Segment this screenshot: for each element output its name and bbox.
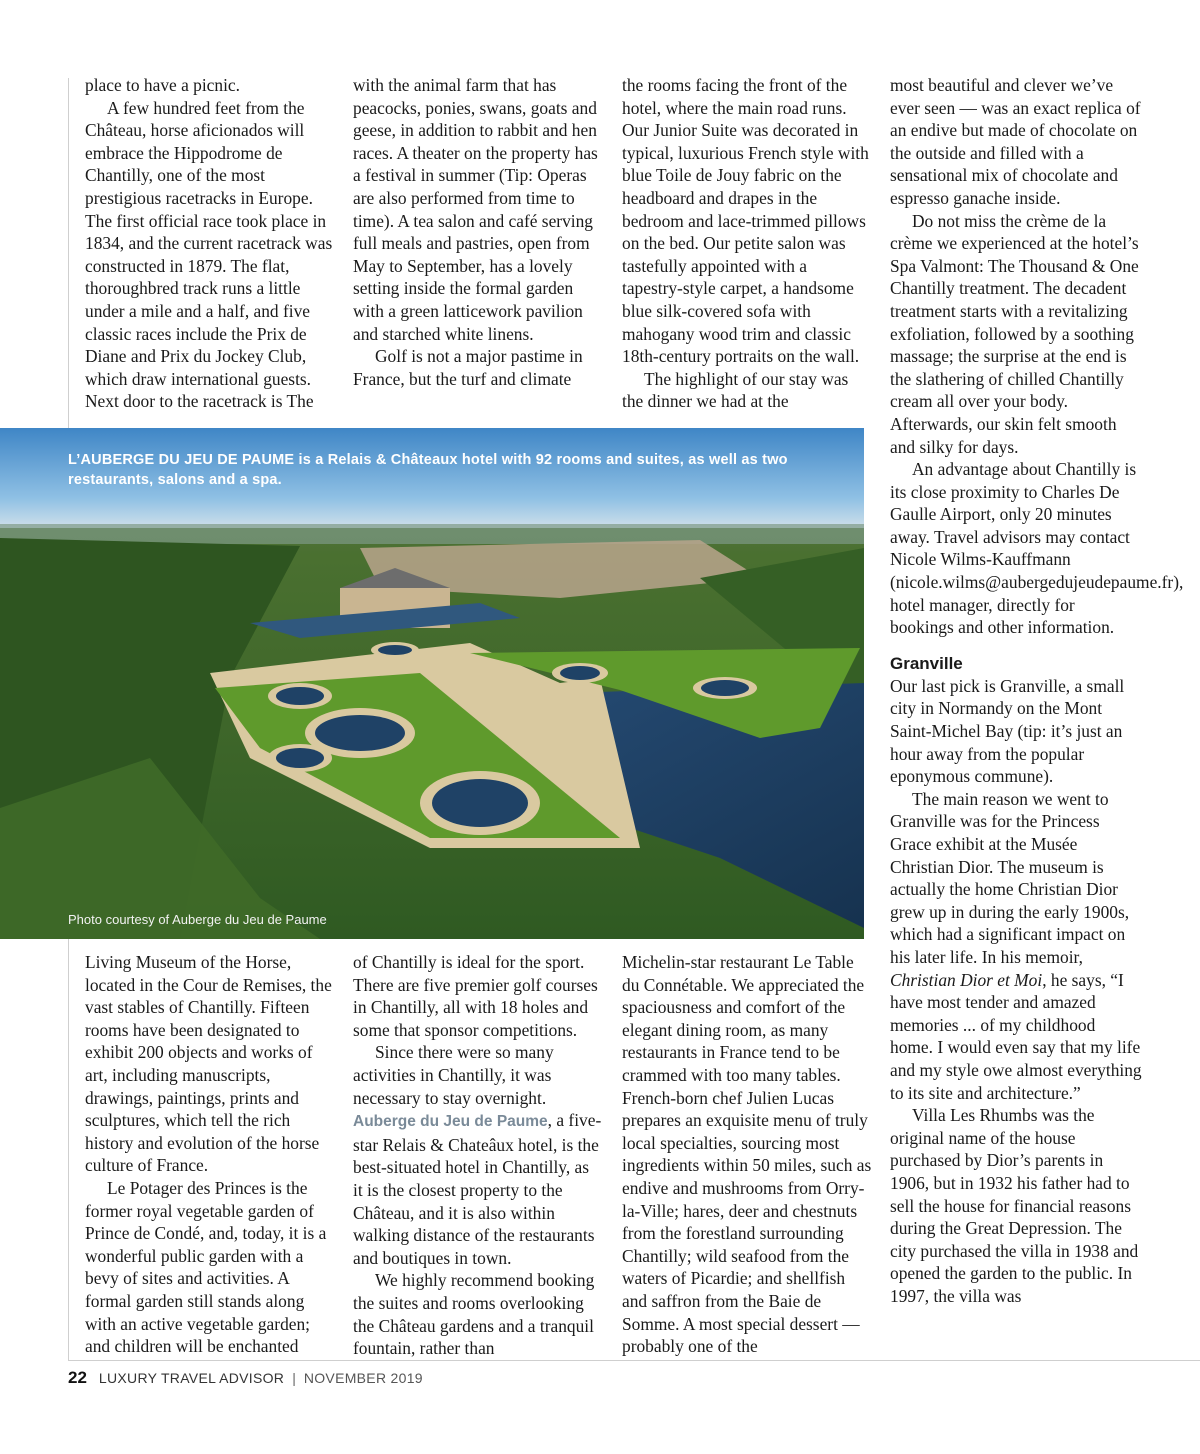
issue-date: NOVEMBER 2019 bbox=[303, 1370, 423, 1386]
column-4 bbox=[890, 74, 1184, 1307]
photo-caption: L’AUBERGE DU JEU DE PAUME is a Relais & Châteaux hotel with 92 rooms and suites, as well as two restaurants, salons and a spa. bbox=[68, 452, 788, 488]
column-3-bottom bbox=[622, 951, 872, 1358]
paragraph: The highlight of our stay was the dinner we had at the bbox=[622, 368, 849, 412]
text: The main reason we went to Granville was for the Princess Grace exhibit at the Musée Christian Dior. The museum is actually the home Christian Dior grew up in during the early 1900s, which had a significant impact on his later life. In his memoir, bbox=[890, 788, 1130, 967]
photo-credit: Photo courtesy of Auberge du Jeu de Paume bbox=[68, 912, 327, 927]
paragraph bbox=[890, 788, 1142, 1104]
column-3-top bbox=[622, 74, 872, 413]
paragraph: with the animal farm that has peacocks, ponies, swans, goats and geese, in addition to rabbit and hen races. A theater on the property has a festival in summer (Tip: Operas are also performed from time to time). A tea salon and café serving full meals and pastries, open from May to September, has a lovely setting inside the formal garden with a green latticework pavilion and starched white linens. bbox=[353, 75, 598, 344]
column-2-bottom bbox=[353, 951, 603, 1360]
paragraph: the rooms facing the front of the hotel, where the main road runs. Our Junior Suite was decorated in typical, luxurious French style with blue Toile de Jouy fabric on the headboard and drapes in the bedroom and lace-trimmed pillows on the bed. Our petite salon was tastefully appointed with a tapestry-style carpet, a handsome blue silk-covered sofa with mahogany wood trim and classic 18th-century portraits on the wall. bbox=[622, 75, 869, 367]
paragraph: Villa Les Rhumbs was the original name of the house purchased by Dior’s parents in 1906, but in 1932 his father had to sell the house for financial reasons during the Great Depression. The city purchased the villa in 1938 and opened the garden to the public. In 1997, the villa was bbox=[890, 1105, 1139, 1306]
aerial-photo-chateau-chantilly bbox=[0, 428, 864, 939]
column-1-bottom bbox=[85, 951, 335, 1358]
paragraph: Do not miss the crème de la crème we experienced at the hotel’s Spa Valmont: The Thousand & One Chantilly treatment. The decadent treatment starts with a revitalizing exfoliation, followed by a soothing massage; the surprise at the end is the slathering of chilled Chantilly cream all over your body. Afterwards, our skin felt smooth and silky for days. bbox=[890, 210, 1139, 457]
paragraph: Living Museum of the Horse, located in the Cour de Remises, the vast stables of Chantilly. Fifteen rooms have been designated to exhibit 200 objects and works of art, including manuscripts, drawings, paintings, prints and sculptures, which tell the rich history and evolution of the horse culture of France. bbox=[85, 952, 332, 1176]
paragraph: Our last pick is Granville, a small city in Normandy on the Mont Saint-Michel Bay (tip: it’s just an hour away from the popular eponymous commune). bbox=[890, 675, 1125, 787]
book-title: Christian Dior et Moi bbox=[890, 969, 1043, 990]
hotel-name-link[interactable]: Auberge du Jeu de Paume bbox=[353, 1113, 548, 1131]
footer-separator: | bbox=[292, 1370, 296, 1386]
page-footer bbox=[68, 1368, 423, 1388]
text: , he says, “I have most tender and amazed memories ... of my childhood home. I would even say that my life and my style owe almost everything to its site and architecture.” bbox=[890, 969, 1142, 1103]
paragraph: Le Potager des Princes is the former royal vegetable garden of Prince de Condé, and, today, it is a wonderful public garden with a bevy of sites and activities. A formal garden still stands along with an active vegetable garden; and children will be enchanted bbox=[85, 1177, 327, 1357]
paragraph: A few hundred feet from the Château, horse aficionados will embrace the Hippodrome de Chantilly, one of the most prestigious racetracks in Europe. The first official race took place in 1834, and the current racetrack was constructed in 1879. The flat, thoroughbred track runs a little under a mile and a half, and five classic races include the Prix de Diane and Prix du Jockey Club, which draw international guests. Next door to the racetrack is The bbox=[85, 97, 333, 412]
page-number: 22 bbox=[68, 1368, 87, 1387]
footer-rule bbox=[68, 1360, 1200, 1361]
paragraph bbox=[353, 1041, 603, 1269]
paragraph: An advantage about Chantilly is its close proximity to Charles De Gaulle Airport, only 20 minutes away. Travel advisors may contact Nicole Wilms-Kauffmann (nicole.wilms@aubergedujeudepaume.fr), hotel manager, directly for bookings and other information. bbox=[890, 459, 1184, 638]
paragraph: most beautiful and clever we’ve ever seen — was an exact replica of an endive but made of chocolate on the outside and filled with a sensational mix of chocolate and espresso ganache inside. bbox=[890, 75, 1141, 208]
paragraph: of Chantilly is ideal for the sport. There are five premier golf courses in Chantilly, all with 18 holes and some that sponsor competitions. bbox=[353, 952, 598, 1040]
paragraph: We highly recommend booking the suites and rooms overlooking the Château gardens and a tranquil fountain, rather than bbox=[353, 1270, 595, 1359]
column-2-top bbox=[353, 74, 603, 390]
text: Since there were so many activities in Chantilly, it was necessary to stay overnight. bbox=[353, 1042, 554, 1108]
text: , a five-star Relais & Chateâux hotel, is the best-situated hotel in Chantilly, as it is the closest property to the Château, and it is also within walking distance of the restaurants and boutiques in town. bbox=[353, 1110, 602, 1268]
paragraph: Golf is not a major pastime in France, but the turf and climate bbox=[353, 346, 583, 389]
paragraph: Michelin-star restaurant Le Table du Connétable. We appreciated the spaciousness and comfort of the elegant dining room, as many restaurants in France tend to be crammed with too many tables. French-born chef Julien Lucas prepares an exquisite menu of truly local specialties, sourcing most ingredients within 50 miles, such as endive and mushrooms from Orry-la-Ville; hares, deer and chestnuts from the forestland surrounding Chantilly; wild seafood from the waters of Picardie; and shellfish and saffron from the Baie de Somme. A most special dessert — probably one of the bbox=[622, 952, 872, 1357]
column-1-top bbox=[85, 74, 335, 413]
section-heading-granville: Granville bbox=[890, 653, 963, 673]
magazine-name: LUXURY TRAVEL ADVISOR bbox=[98, 1370, 285, 1386]
paragraph: place to have a picnic. bbox=[85, 75, 240, 95]
